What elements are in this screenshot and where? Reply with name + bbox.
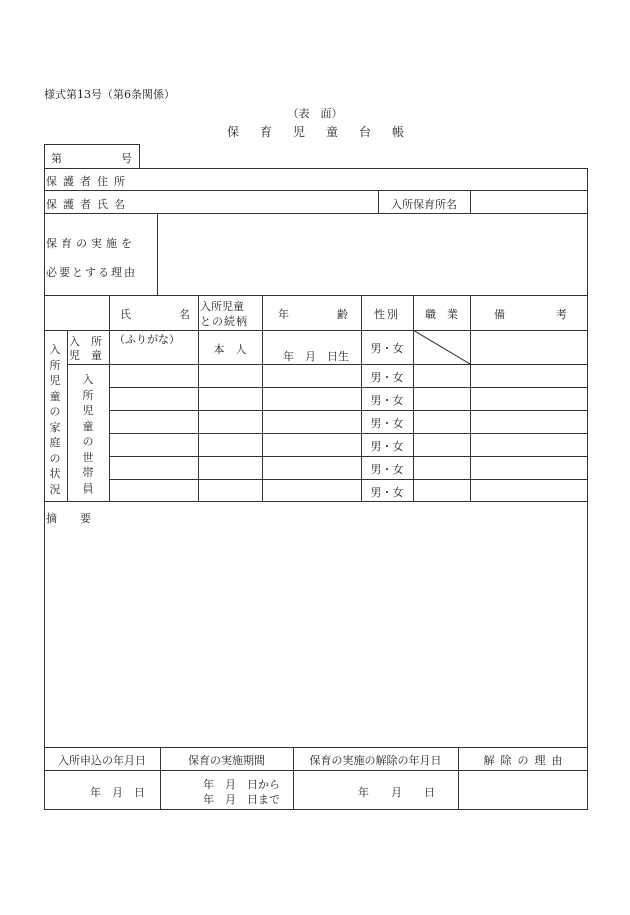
guardian-name-label: 保護者氏名	[46, 198, 131, 211]
facility-label: 入所保育所名	[391, 198, 457, 211]
col-occupation: 職 業	[425, 308, 458, 321]
col-note-a: 備	[494, 308, 505, 321]
sex-option: 男・女	[370, 394, 404, 407]
number-label: 第	[51, 152, 62, 165]
reason-label-line2: 必要とする理由	[46, 266, 137, 279]
divider	[413, 295, 414, 502]
divider	[470, 190, 471, 213]
sex-option: 男・女	[370, 486, 404, 499]
summary-box	[44, 501, 588, 748]
col-relation-line1: 入所児童	[200, 300, 244, 313]
col-age-b: 齢	[337, 308, 348, 321]
col-note-b: 考	[556, 308, 567, 321]
divider	[109, 456, 588, 457]
termination-date-value: 年 月 日	[358, 786, 435, 799]
application-date-value: 年 月 日	[90, 786, 145, 799]
divider	[44, 190, 588, 191]
footer-header-period: 保育の実施期間	[188, 754, 265, 767]
divider	[67, 364, 109, 365]
divider	[198, 295, 199, 502]
divider	[109, 410, 588, 411]
sex-option: 男・女	[370, 463, 404, 476]
footer-header-termination-date: 保育の実施の解除の年月日	[309, 754, 442, 767]
page-title: 保育児童台帳	[226, 125, 425, 139]
sex-option: 男・女	[370, 371, 404, 384]
sex-option: 男・女	[370, 342, 404, 355]
number-suffix: 号	[121, 152, 132, 165]
reason-label-line1: 保育の実施を	[46, 237, 136, 250]
divider	[109, 295, 110, 502]
side-label: （表 面）	[287, 107, 343, 120]
sex-option: 男・女	[370, 440, 404, 453]
divider	[157, 213, 158, 295]
divider	[109, 364, 588, 365]
summary-label: 摘 要	[46, 512, 97, 525]
divider	[67, 330, 68, 502]
birth-date-label: 年 月 日生	[283, 350, 349, 363]
period-end-value: 年 月 日まで	[203, 793, 280, 806]
child-label-line2: 児 童	[69, 349, 102, 362]
family-status-side-label: 入所児童の家庭の状況	[49, 343, 61, 496]
col-name-b: 名	[179, 308, 190, 321]
divider	[44, 213, 588, 214]
footer-header-application-date: 入所申込の年月日	[58, 754, 146, 767]
divider	[109, 387, 588, 388]
divider	[109, 479, 588, 480]
col-sex: 性別	[374, 308, 400, 321]
number-box	[44, 144, 140, 169]
divider	[470, 295, 471, 502]
furigana-label: （ふりがな）	[114, 333, 180, 346]
col-name-a: 氏	[120, 308, 131, 321]
sex-option: 男・女	[370, 417, 404, 430]
household-members-label: 入所児童の世帯員	[82, 373, 94, 495]
period-start-value: 年 月 日から	[203, 778, 280, 791]
col-age-a: 年	[278, 308, 289, 321]
diagonal-slash	[413, 330, 470, 364]
divider	[109, 433, 588, 434]
footer-header-termination-reason: 解除の理由	[483, 754, 569, 767]
self-relation: 本 人	[213, 343, 247, 356]
divider	[44, 295, 588, 296]
form-number-label: 様式第13号（第6条関係）	[44, 88, 175, 101]
divider	[44, 770, 588, 771]
col-relation-line2: との続柄	[200, 315, 248, 328]
guardian-address-label: 保護者住所	[46, 175, 131, 188]
divider	[262, 295, 263, 502]
child-label-line1: 入 所	[69, 335, 102, 348]
